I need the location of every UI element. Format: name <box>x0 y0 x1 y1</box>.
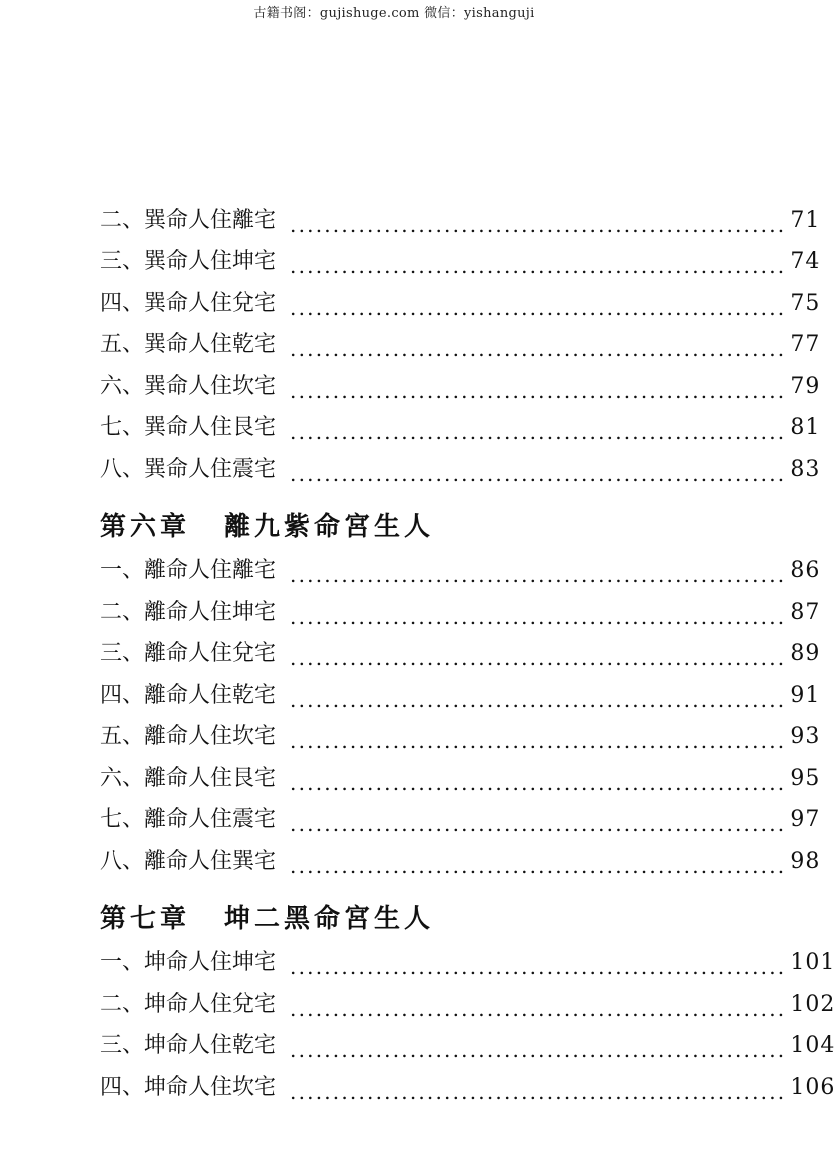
toc-entry-label: 三、離命人住兌宅 <box>100 641 277 667</box>
toc-entry-page: 74 <box>790 249 821 275</box>
chapter-title: 離九紫命宮生人 <box>224 511 435 542</box>
toc-entry[interactable] <box>100 675 821 717</box>
dot-leader: .......................................................... <box>290 853 787 878</box>
toc-entry-page: 106 <box>790 1074 835 1100</box>
toc-entry-label: 一、坤命人住坤宅 <box>100 950 277 976</box>
toc-entry-label: 二、坤命人住兌宅 <box>100 991 277 1017</box>
toc-entry-label: 五、巽命人住乾宅 <box>100 332 277 358</box>
toc-entry-page: 87 <box>790 599 821 625</box>
toc-entry-page: 86 <box>790 558 821 584</box>
toc-entry-page: 98 <box>790 848 821 874</box>
toc-entry-page: 102 <box>790 991 835 1017</box>
dot-leader: .......................................................... <box>290 996 787 1021</box>
toc-entry[interactable] <box>100 1026 835 1068</box>
dot-leader: .......................................................... <box>290 461 787 486</box>
dot-leader: .......................................................... <box>290 1038 787 1063</box>
dot-leader: .......................................................... <box>290 604 787 629</box>
chapter-heading[interactable] <box>100 883 662 943</box>
toc-entry[interactable] <box>100 841 821 883</box>
dot-leader: .......................................................... <box>290 563 787 588</box>
toc-entry-label: 二、離命人住坤宅 <box>100 599 277 625</box>
toc-entry[interactable] <box>100 408 821 450</box>
toc-entry[interactable] <box>100 800 821 842</box>
toc-entry-page: 77 <box>790 332 821 358</box>
toc-entry-page: 104 <box>790 1033 835 1059</box>
toc-entry[interactable] <box>100 984 835 1026</box>
toc-entry-page: 83 <box>790 456 821 482</box>
dot-leader: .......................................................... <box>290 770 787 795</box>
toc-entry-label: 四、巽命人住兌宅 <box>100 290 277 316</box>
chapter-number: 第七章 <box>100 903 191 934</box>
dot-leader: .......................................................... <box>290 337 787 362</box>
toc-entry-label: 三、坤命人住乾宅 <box>100 1033 277 1059</box>
toc-entry-label: 八、巽命人住震宅 <box>100 456 277 482</box>
watermark-text: 古籍书阁：gujishuge.com 微信：yishanguji <box>253 6 535 21</box>
toc-entry-page: 93 <box>790 724 821 750</box>
toc-entry-page: 75 <box>790 290 821 316</box>
dot-leader: .......................................................... <box>290 420 787 445</box>
toc-entry[interactable] <box>100 449 821 491</box>
toc-entry-label: 二、巽命人住離宅 <box>100 207 277 233</box>
toc-entry-page: 95 <box>790 765 821 791</box>
toc-entry-page: 81 <box>790 415 821 441</box>
toc-entry[interactable] <box>100 200 821 242</box>
toc-entry[interactable] <box>100 325 821 367</box>
toc-entry-label: 四、坤命人住坎宅 <box>100 1074 277 1100</box>
toc-entry-label: 六、巽命人住坎宅 <box>100 373 277 399</box>
dot-leader: .......................................................... <box>290 687 787 712</box>
dot-leader: .......................................................... <box>290 254 787 279</box>
dot-leader: .......................................................... <box>290 212 787 237</box>
toc-entry-page: 71 <box>790 207 821 233</box>
toc-entry-page: 91 <box>790 682 821 708</box>
table-of-contents <box>100 200 835 1109</box>
toc-entry-label: 五、離命人住坎宅 <box>100 724 277 750</box>
toc-entry[interactable] <box>100 242 821 284</box>
toc-entry[interactable] <box>100 758 821 800</box>
toc-entry-label: 七、離命人住震宅 <box>100 807 277 833</box>
toc-entry[interactable] <box>100 634 821 676</box>
toc-entry-label: 一、離命人住離宅 <box>100 558 277 584</box>
dot-leader: .......................................................... <box>290 295 787 320</box>
dot-leader: .......................................................... <box>290 1079 787 1104</box>
toc-entry-page: 89 <box>790 641 821 667</box>
toc-entry-label: 七、巽命人住艮宅 <box>100 415 277 441</box>
toc-entry-label: 六、離命人住艮宅 <box>100 765 277 791</box>
dot-leader: .......................................................... <box>290 646 787 671</box>
toc-entry-page: 97 <box>790 807 821 833</box>
toc-entry-label: 三、巽命人住坤宅 <box>100 249 277 275</box>
dot-leader: .......................................................... <box>290 812 787 837</box>
dot-leader: .......................................................... <box>290 729 787 754</box>
chapter-number: 第六章 <box>100 511 191 542</box>
toc-entry[interactable] <box>100 366 821 408</box>
toc-entry-page: 101 <box>790 950 835 976</box>
toc-entry[interactable] <box>100 551 821 593</box>
toc-entry-page: 79 <box>790 373 821 399</box>
toc-entry[interactable] <box>100 1067 835 1109</box>
toc-entry[interactable] <box>100 283 821 325</box>
chapter-heading[interactable] <box>100 491 662 551</box>
toc-entry[interactable] <box>100 943 835 985</box>
dot-leader: .......................................................... <box>290 378 787 403</box>
chapter-title: 坤二黑命宮生人 <box>224 903 435 934</box>
toc-entry-label: 四、離命人住乾宅 <box>100 682 277 708</box>
toc-entry-label: 八、離命人住巽宅 <box>100 848 277 874</box>
dot-leader: .......................................................... <box>290 955 787 980</box>
toc-entry[interactable] <box>100 592 821 634</box>
toc-entry[interactable] <box>100 717 821 759</box>
